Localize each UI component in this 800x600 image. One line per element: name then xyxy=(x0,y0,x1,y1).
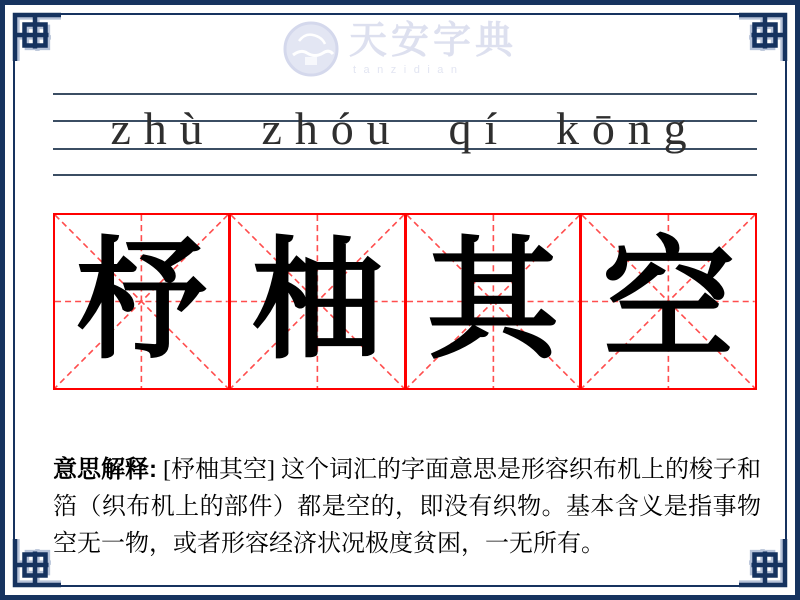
site-logo[interactable] xyxy=(5,18,795,80)
ruling-line-1 xyxy=(53,93,757,95)
definition-term: [杼柚其空] xyxy=(163,457,276,483)
pinyin-text xyxy=(53,103,757,154)
character-cell xyxy=(580,213,757,390)
definition-body: 这个词汇的字面意思是形容织布机上的梭子和箔（织布机上的部件）都是空的，即没有织物。基本含义是指事物空无一物，或者形容经济状况极度贫困，一无所有。 xyxy=(53,457,762,557)
hanzi-character: 杼 xyxy=(75,227,208,375)
hanzi-character: 其 xyxy=(426,227,559,375)
brand-romanized: tanzidian xyxy=(352,64,465,76)
pinyin-syllable: zhóu xyxy=(261,103,403,154)
pinyin-syllable: qí xyxy=(448,103,510,154)
definition-label: 意思解释: xyxy=(53,456,157,483)
pinyin-ruling xyxy=(53,93,757,177)
hanzi-character: 柚 xyxy=(251,227,384,375)
pinyin-syllable: zhù xyxy=(110,103,216,154)
brand-title: 天安字典 xyxy=(348,20,517,62)
seal-globe-icon xyxy=(283,21,339,77)
character-cell xyxy=(53,213,230,390)
character-cell xyxy=(405,213,582,390)
character-cell xyxy=(229,213,406,390)
character-grid-row xyxy=(53,213,757,390)
definition-paragraph xyxy=(53,451,761,563)
hanzi-character: 空 xyxy=(602,227,735,375)
pinyin-syllable: kōng xyxy=(556,103,700,154)
ruling-line-4 xyxy=(53,174,757,176)
